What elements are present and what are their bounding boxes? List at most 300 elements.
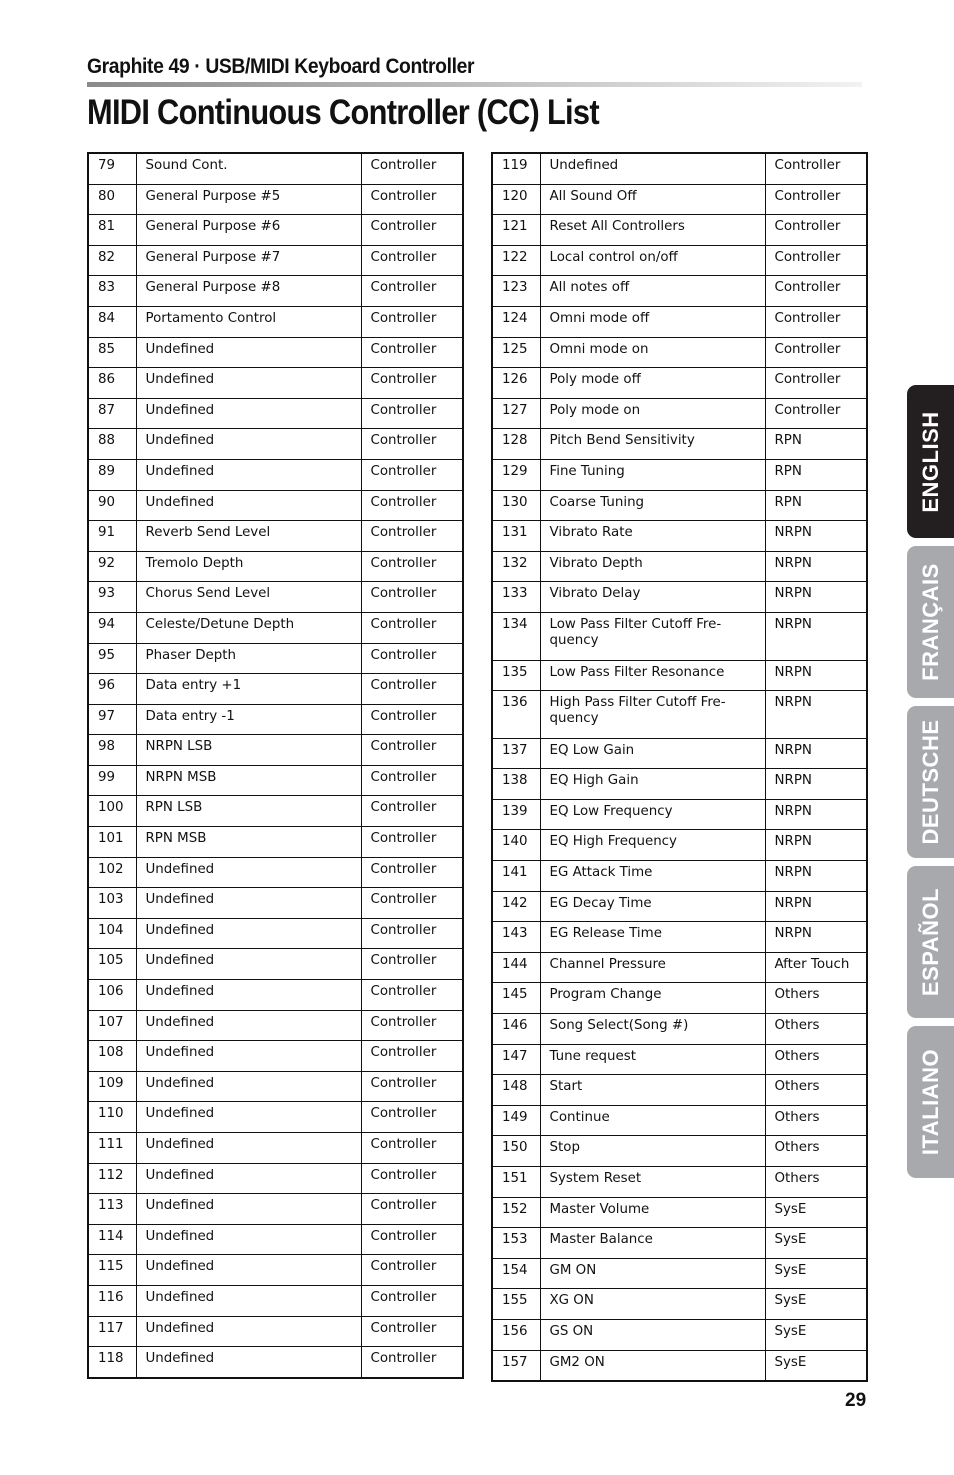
cc-name-cell: Continue xyxy=(540,1105,765,1136)
cc-number-cell: 153 xyxy=(492,1228,540,1259)
table-row xyxy=(88,765,463,796)
tab-espanol-label: ESPAÑOL xyxy=(917,887,943,997)
cc-type-cell: SysE xyxy=(765,1197,867,1228)
table-row xyxy=(492,582,867,613)
cc-type-cell: Controller xyxy=(765,368,867,399)
cc-name-cell: EQ Low Gain xyxy=(540,738,765,769)
cc-type-cell: Controller xyxy=(361,980,463,1011)
cc-type-cell: RPN xyxy=(765,459,867,490)
table-row xyxy=(492,1075,867,1106)
cc-number-cell: 107 xyxy=(88,1010,136,1041)
cc-name-cell: Poly mode off xyxy=(540,368,765,399)
cc-type-cell: Controller xyxy=(361,949,463,980)
cc-number-cell: 94 xyxy=(88,612,136,643)
cc-type-cell: Controller xyxy=(361,1224,463,1255)
cc-number-cell: 91 xyxy=(88,521,136,552)
cc-type-cell: Controller xyxy=(361,306,463,337)
cc-type-cell: Controller xyxy=(361,735,463,766)
cc-number-cell: 112 xyxy=(88,1163,136,1194)
cc-name-cell: EG Attack Time xyxy=(540,861,765,892)
cc-type-cell: Controller xyxy=(361,1163,463,1194)
cc-name-cell: Song Select(Song #) xyxy=(540,1014,765,1045)
table-row xyxy=(492,861,867,892)
cc-number-cell: 128 xyxy=(492,429,540,460)
cc-number-cell: 145 xyxy=(492,983,540,1014)
cc-name-cell: Undefined xyxy=(136,918,361,949)
cc-number-cell: 124 xyxy=(492,306,540,337)
cc-name-cell: EG Decay Time xyxy=(540,891,765,922)
cc-number-cell: 114 xyxy=(88,1224,136,1255)
table-row xyxy=(492,490,867,521)
cc-type-cell: NRPN xyxy=(765,738,867,769)
cc-name-cell: Undefined xyxy=(136,337,361,368)
cc-name-cell: System Reset xyxy=(540,1167,765,1198)
table-row xyxy=(88,582,463,613)
cc-type-cell: NRPN xyxy=(765,521,867,552)
cc-type-cell: Controller xyxy=(361,153,463,184)
table-row xyxy=(88,1133,463,1164)
cc-number-cell: 130 xyxy=(492,490,540,521)
table-row xyxy=(492,1350,867,1381)
table-row xyxy=(88,521,463,552)
table-row xyxy=(88,1102,463,1133)
cc-number-cell: 102 xyxy=(88,857,136,888)
cc-name-cell: All Sound Off xyxy=(540,184,765,215)
cc-name-cell: Vibrato Delay xyxy=(540,582,765,613)
cc-number-cell: 103 xyxy=(88,888,136,919)
cc-name-cell: Reverb Send Level xyxy=(136,521,361,552)
cc-name-cell: Undefined xyxy=(136,888,361,919)
cc-type-cell: Controller xyxy=(361,918,463,949)
cc-name-cell: Undefined xyxy=(136,1224,361,1255)
table-row xyxy=(88,949,463,980)
cc-name-cell: Vibrato Rate xyxy=(540,521,765,552)
cc-number-cell: 98 xyxy=(88,735,136,766)
cc-name-cell: Reset All Controllers xyxy=(540,215,765,246)
cc-type-cell: Controller xyxy=(361,521,463,552)
tab-deutsche[interactable] xyxy=(907,706,954,858)
table-row xyxy=(492,1014,867,1045)
cc-number-cell: 109 xyxy=(88,1071,136,1102)
table-row xyxy=(88,1163,463,1194)
cc-type-cell: Controller xyxy=(361,857,463,888)
table-row xyxy=(492,521,867,552)
cc-type-cell: Controller xyxy=(361,551,463,582)
tab-francais[interactable] xyxy=(907,546,954,698)
cc-name-cell: EG Release Time xyxy=(540,922,765,953)
cc-type-cell: Controller xyxy=(361,429,463,460)
cc-number-cell: 105 xyxy=(88,949,136,980)
table-row xyxy=(492,153,867,184)
table-row xyxy=(492,184,867,215)
cc-name-cell: RPN MSB xyxy=(136,827,361,858)
cc-number-cell: 148 xyxy=(492,1075,540,1106)
table-row xyxy=(88,735,463,766)
document-subtitle: Graphite 49 · USB/MIDI Keyboard Controller xyxy=(87,55,475,78)
header-rule xyxy=(87,82,862,87)
cc-number-cell: 155 xyxy=(492,1289,540,1320)
tab-english-label: ENGLISH xyxy=(917,410,943,513)
table-row xyxy=(88,857,463,888)
cc-name-cell: NRPN MSB xyxy=(136,765,361,796)
table-row xyxy=(88,674,463,705)
cc-type-cell: RPN xyxy=(765,490,867,521)
cc-name-cell: Undefined xyxy=(136,980,361,1011)
cc-number-cell: 101 xyxy=(88,827,136,858)
cc-number-cell: 106 xyxy=(88,980,136,1011)
table-row xyxy=(492,368,867,399)
cc-type-cell: NRPN xyxy=(765,612,867,660)
cc-number-cell: 85 xyxy=(88,337,136,368)
cc-type-cell: Others xyxy=(765,1136,867,1167)
table-row xyxy=(492,276,867,307)
cc-name-cell: General Purpose #5 xyxy=(136,184,361,215)
table-row xyxy=(88,704,463,735)
cc-type-cell: Controller xyxy=(361,368,463,399)
cc-type-cell: Controller xyxy=(361,827,463,858)
cc-table-left xyxy=(87,152,464,1379)
cc-number-cell: 115 xyxy=(88,1255,136,1286)
cc-number-cell: 90 xyxy=(88,490,136,521)
cc-type-cell: SysE xyxy=(765,1289,867,1320)
table-row xyxy=(88,918,463,949)
cc-name-cell: Start xyxy=(540,1075,765,1106)
cc-type-cell: Controller xyxy=(361,1347,463,1378)
cc-name-cell: Vibrato Depth xyxy=(540,551,765,582)
table-row xyxy=(88,1347,463,1378)
cc-number-cell: 150 xyxy=(492,1136,540,1167)
tab-francais-label: FRANÇAIS xyxy=(917,563,943,681)
cc-name-cell: Local control on/off xyxy=(540,245,765,276)
cc-number-cell: 119 xyxy=(492,153,540,184)
cc-name-cell: Undefined xyxy=(136,1010,361,1041)
cc-name-cell: Undefined xyxy=(136,368,361,399)
cc-table-right xyxy=(491,152,868,1382)
cc-number-cell: 136 xyxy=(492,691,540,739)
cc-type-cell: Controller xyxy=(361,276,463,307)
cc-number-cell: 86 xyxy=(88,368,136,399)
table-row xyxy=(88,888,463,919)
cc-type-cell: Controller xyxy=(361,765,463,796)
cc-type-cell: Controller xyxy=(765,276,867,307)
cc-type-cell: SysE xyxy=(765,1228,867,1259)
table-row xyxy=(492,215,867,246)
cc-number-cell: 149 xyxy=(492,1105,540,1136)
cc-number-cell: 127 xyxy=(492,398,540,429)
cc-name-cell: Undefined xyxy=(136,1255,361,1286)
cc-name-cell: Portamento Control xyxy=(136,306,361,337)
cc-type-cell: SysE xyxy=(765,1350,867,1381)
cc-number-cell: 108 xyxy=(88,1041,136,1072)
table-row xyxy=(492,660,867,691)
cc-number-cell: 152 xyxy=(492,1197,540,1228)
cc-type-cell: Controller xyxy=(361,184,463,215)
table-row xyxy=(88,551,463,582)
cc-type-cell: Controller xyxy=(765,306,867,337)
table-row xyxy=(88,337,463,368)
table-row xyxy=(492,337,867,368)
cc-type-cell: Controller xyxy=(361,1194,463,1225)
cc-name-cell: Undefined xyxy=(136,1041,361,1072)
cc-name-cell: Pitch Bend Sensitivity xyxy=(540,429,765,460)
cc-name-cell: Stop xyxy=(540,1136,765,1167)
cc-name-cell: EQ High Frequency xyxy=(540,830,765,861)
tab-italiano-label: ITALIANO xyxy=(917,1048,943,1156)
cc-name-cell: High Pass Filter Cutoff Fre- quency xyxy=(540,691,765,739)
cc-type-cell: NRPN xyxy=(765,551,867,582)
cc-number-cell: 122 xyxy=(492,245,540,276)
cc-name-cell: All notes off xyxy=(540,276,765,307)
cc-name-cell: GM2 ON xyxy=(540,1350,765,1381)
cc-type-cell: Controller xyxy=(361,796,463,827)
table-row xyxy=(492,983,867,1014)
cc-name-cell: Poly mode on xyxy=(540,398,765,429)
cc-name-cell: Undefined xyxy=(136,1133,361,1164)
cc-number-cell: 144 xyxy=(492,952,540,983)
cc-type-cell: Controller xyxy=(361,1071,463,1102)
cc-number-cell: 133 xyxy=(492,582,540,613)
cc-number-cell: 93 xyxy=(88,582,136,613)
cc-name-cell: General Purpose #8 xyxy=(136,276,361,307)
cc-name-cell: Coarse Tuning xyxy=(540,490,765,521)
table-row xyxy=(492,1044,867,1075)
cc-number-cell: 120 xyxy=(492,184,540,215)
cc-number-cell: 116 xyxy=(88,1285,136,1316)
table-row xyxy=(88,980,463,1011)
cc-number-cell: 96 xyxy=(88,674,136,705)
table-row xyxy=(88,1316,463,1347)
table-row xyxy=(88,1010,463,1041)
cc-number-cell: 134 xyxy=(492,612,540,660)
cc-type-cell: NRPN xyxy=(765,891,867,922)
table-row xyxy=(88,306,463,337)
table-row xyxy=(492,769,867,800)
table-row xyxy=(492,922,867,953)
table-row xyxy=(492,1228,867,1259)
cc-name-cell: Channel Pressure xyxy=(540,952,765,983)
cc-type-cell: Controller xyxy=(361,1041,463,1072)
cc-number-cell: 135 xyxy=(492,660,540,691)
table-row xyxy=(88,1071,463,1102)
cc-number-cell: 131 xyxy=(492,521,540,552)
cc-number-cell: 117 xyxy=(88,1316,136,1347)
table-row xyxy=(492,952,867,983)
cc-number-cell: 97 xyxy=(88,704,136,735)
cc-name-cell: Undefined xyxy=(136,1285,361,1316)
cc-name-cell: RPN LSB xyxy=(136,796,361,827)
cc-name-cell: Undefined xyxy=(136,1163,361,1194)
cc-name-cell: Omni mode on xyxy=(540,337,765,368)
cc-type-cell: Controller xyxy=(361,398,463,429)
cc-number-cell: 113 xyxy=(88,1194,136,1225)
cc-name-cell: Undefined xyxy=(136,398,361,429)
table-row xyxy=(88,643,463,674)
cc-name-cell: Undefined xyxy=(136,429,361,460)
table-row xyxy=(88,1285,463,1316)
cc-number-cell: 83 xyxy=(88,276,136,307)
cc-type-cell: Controller xyxy=(361,1102,463,1133)
cc-type-cell: NRPN xyxy=(765,660,867,691)
cc-type-cell: SysE xyxy=(765,1258,867,1289)
cc-number-cell: 110 xyxy=(88,1102,136,1133)
cc-name-cell: Undefined xyxy=(136,1194,361,1225)
cc-number-cell: 95 xyxy=(88,643,136,674)
cc-type-cell: Controller xyxy=(361,459,463,490)
table-row xyxy=(492,398,867,429)
cc-name-cell: Fine Tuning xyxy=(540,459,765,490)
cc-type-cell: Controller xyxy=(361,1255,463,1286)
cc-name-cell: Low Pass Filter Cutoff Fre- quency xyxy=(540,612,765,660)
cc-type-cell: NRPN xyxy=(765,769,867,800)
cc-name-cell: Undefined xyxy=(136,949,361,980)
table-row xyxy=(88,153,463,184)
cc-name-cell: General Purpose #6 xyxy=(136,215,361,246)
cc-type-cell: SysE xyxy=(765,1319,867,1350)
cc-number-cell: 87 xyxy=(88,398,136,429)
table-row xyxy=(492,1319,867,1350)
page-title: MIDI Continuous Controller (CC) List xyxy=(87,93,599,132)
cc-name-cell: Tremolo Depth xyxy=(136,551,361,582)
cc-number-cell: 104 xyxy=(88,918,136,949)
cc-type-cell: Controller xyxy=(765,184,867,215)
cc-number-cell: 111 xyxy=(88,1133,136,1164)
table-row xyxy=(492,612,867,660)
cc-number-cell: 138 xyxy=(492,769,540,800)
cc-type-cell: Controller xyxy=(361,888,463,919)
table-row xyxy=(88,796,463,827)
cc-type-cell: Others xyxy=(765,983,867,1014)
cc-type-cell: Controller xyxy=(361,582,463,613)
table-row xyxy=(88,827,463,858)
cc-name-cell: Phaser Depth xyxy=(136,643,361,674)
cc-type-cell: Controller xyxy=(361,643,463,674)
cc-number-cell: 82 xyxy=(88,245,136,276)
table-row xyxy=(88,184,463,215)
cc-number-cell: 132 xyxy=(492,551,540,582)
table-row xyxy=(88,612,463,643)
cc-type-cell: Controller xyxy=(361,1316,463,1347)
cc-name-cell: GS ON xyxy=(540,1319,765,1350)
cc-type-cell: Controller xyxy=(765,215,867,246)
cc-type-cell: NRPN xyxy=(765,861,867,892)
cc-name-cell: Low Pass Filter Resonance xyxy=(540,660,765,691)
table-row xyxy=(492,691,867,739)
table-row xyxy=(492,1197,867,1228)
cc-name-cell: Undefined xyxy=(136,1102,361,1133)
cc-name-cell: EQ High Gain xyxy=(540,769,765,800)
cc-number-cell: 147 xyxy=(492,1044,540,1075)
tab-deutsche-label: DEUTSCHE xyxy=(917,719,943,845)
cc-number-cell: 126 xyxy=(492,368,540,399)
cc-name-cell: Celeste/Detune Depth xyxy=(136,612,361,643)
cc-number-cell: 151 xyxy=(492,1167,540,1198)
cc-name-cell: EQ Low Frequency xyxy=(540,799,765,830)
cc-number-cell: 84 xyxy=(88,306,136,337)
table-row xyxy=(88,1194,463,1225)
tab-espanol[interactable] xyxy=(907,866,954,1018)
cc-number-cell: 141 xyxy=(492,861,540,892)
cc-type-cell: Controller xyxy=(361,1133,463,1164)
cc-type-cell: Controller xyxy=(765,245,867,276)
cc-type-cell: Controller xyxy=(361,674,463,705)
cc-number-cell: 139 xyxy=(492,799,540,830)
table-row xyxy=(492,245,867,276)
cc-name-cell: GM ON xyxy=(540,1258,765,1289)
cc-type-cell: Others xyxy=(765,1167,867,1198)
cc-name-cell: Undefined xyxy=(136,1347,361,1378)
cc-name-cell: Chorus Send Level xyxy=(136,582,361,613)
table-row xyxy=(88,459,463,490)
cc-type-cell: Controller xyxy=(361,1285,463,1316)
cc-type-cell: Controller xyxy=(361,245,463,276)
table-row xyxy=(492,738,867,769)
cc-name-cell: Tune request xyxy=(540,1044,765,1075)
cc-type-cell: Controller xyxy=(361,337,463,368)
cc-name-cell: Data entry -1 xyxy=(136,704,361,735)
cc-type-cell: Controller xyxy=(361,612,463,643)
cc-type-cell: Controller xyxy=(361,704,463,735)
cc-number-cell: 81 xyxy=(88,215,136,246)
cc-name-cell: Data entry +1 xyxy=(136,674,361,705)
table-row xyxy=(88,1041,463,1072)
cc-name-cell: Undefined xyxy=(136,490,361,521)
table-row xyxy=(492,1136,867,1167)
cc-number-cell: 88 xyxy=(88,429,136,460)
tab-english[interactable] xyxy=(907,385,954,538)
cc-type-cell: Controller xyxy=(361,490,463,521)
page-number: 29 xyxy=(845,1390,867,1411)
table-row xyxy=(492,830,867,861)
table-row xyxy=(492,1258,867,1289)
cc-number-cell: 92 xyxy=(88,551,136,582)
cc-type-cell: NRPN xyxy=(765,691,867,739)
cc-number-cell: 140 xyxy=(492,830,540,861)
cc-number-cell: 129 xyxy=(492,459,540,490)
table-row xyxy=(88,368,463,399)
cc-type-cell: Others xyxy=(765,1044,867,1075)
cc-name-cell: Undefined xyxy=(136,1316,361,1347)
cc-type-cell: Controller xyxy=(765,153,867,184)
cc-type-cell: Others xyxy=(765,1075,867,1106)
cc-number-cell: 143 xyxy=(492,922,540,953)
cc-number-cell: 79 xyxy=(88,153,136,184)
table-row xyxy=(492,459,867,490)
cc-number-cell: 157 xyxy=(492,1350,540,1381)
cc-name-cell: Undefined xyxy=(136,459,361,490)
table-row xyxy=(492,429,867,460)
cc-number-cell: 118 xyxy=(88,1347,136,1378)
cc-number-cell: 142 xyxy=(492,891,540,922)
cc-number-cell: 89 xyxy=(88,459,136,490)
cc-number-cell: 100 xyxy=(88,796,136,827)
cc-type-cell: After Touch xyxy=(765,952,867,983)
cc-name-cell: General Purpose #7 xyxy=(136,245,361,276)
cc-type-cell: Controller xyxy=(361,215,463,246)
cc-type-cell: Others xyxy=(765,1105,867,1136)
table-row xyxy=(88,429,463,460)
table-row xyxy=(492,1167,867,1198)
cc-name-cell: Master Volume xyxy=(540,1197,765,1228)
cc-name-cell: Program Change xyxy=(540,983,765,1014)
tab-italiano[interactable] xyxy=(907,1026,954,1178)
cc-type-cell: Controller xyxy=(765,398,867,429)
cc-type-cell: NRPN xyxy=(765,799,867,830)
cc-name-cell: NRPN LSB xyxy=(136,735,361,766)
table-row xyxy=(492,306,867,337)
cc-number-cell: 123 xyxy=(492,276,540,307)
cc-name-cell: Omni mode off xyxy=(540,306,765,337)
cc-number-cell: 125 xyxy=(492,337,540,368)
